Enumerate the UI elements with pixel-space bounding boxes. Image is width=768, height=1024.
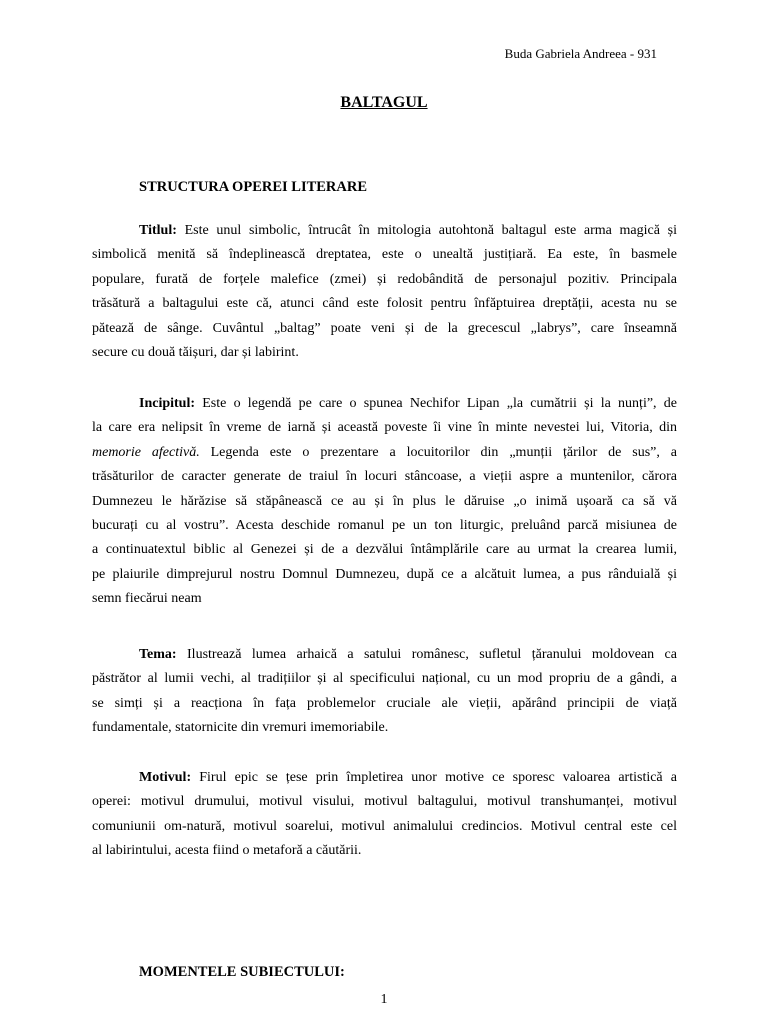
paragraph-label: Titlul:	[139, 223, 177, 238]
author-header: Buda Gabriela Andreea - 931	[504, 46, 657, 61]
italic-phrase: memorie afectivă.	[92, 444, 200, 460]
paragraph-line: a continuatextul biblic al Genezei și de a dezvălui întâmplările care au urmat la crearea lumii,	[92, 542, 677, 558]
paragraph-line: populare, furată de forțele malefice (zmei) și redobândită de personajul pozitiv. Principala	[92, 271, 677, 287]
paragraph-line: se simți și a reacționa în fața problemelor cruciale ale vieții, apărând principii de viață	[92, 695, 677, 711]
paragraph-line: trăsăturilor de caracter generate de traiul în locuri stâncoase, a vieții aspre a muntenilor, cărora	[92, 469, 677, 485]
paragraph-line: păstrător al lumii vechi, al tradițiilor și al specificului național, cu un mod propriu de a gândi, a	[92, 671, 677, 687]
paragraph-line: semn fiecărui neam	[92, 591, 202, 607]
paragraph-line: Motivul: Firul epic se țese prin împletirea unor motive ce sporesc valoarea artistică a	[139, 770, 677, 785]
paragraph-line: operei: motivul drumului, motivul visului, motivul baltagului, motivul transhumanței, motivul	[92, 794, 677, 810]
paragraph-line: trăsătură a baltagului este că, atunci când este folosit pentru înfăptuirea dreptății, acesta nu se	[92, 296, 677, 312]
paragraph-line: Tema: Ilustrează lumea arhaică a satului românesc, sufletul țăranului moldovean ca	[139, 647, 677, 662]
paragraph-line: pătează de sânge. Cuvântul „baltag” poate veni și de la grecescul „labrys”, care înseamnă	[92, 320, 677, 336]
paragraph-line: secure cu două tăișuri, dar și labirint.	[92, 345, 299, 361]
paragraph-line: la care era nelipsit în vreme de iarnă și această poveste îi vine în minte nevestei lui, Vitoria, din	[92, 420, 677, 436]
paragraph-line: Titlul: Este unul simbolic, întrucât în mitologia autohtonă baltagul este arma magică și	[139, 223, 677, 238]
paragraph-line: memorie afectivă. Legenda este o prezentare a locuitorilor din „munții țărilor de sus”, a	[92, 444, 678, 460]
paragraph-line: simbolică menită să îndeplinească dreptatea, este o unealtă justițiară. Ea este, în basmele	[92, 247, 677, 263]
paragraph-titlul	[92, 219, 677, 365]
paragraph-label: Motivul:	[139, 770, 192, 785]
paragraph-line: comuniunii om-natură, motivul soarelui, motivul animalului credincios. Motivul central este cel	[92, 818, 677, 834]
document-title: BALTAGUL	[340, 94, 428, 111]
paragraph-label: Incipitul:	[139, 396, 196, 411]
paragraph-label: Tema:	[139, 647, 177, 662]
paragraph-line: al labirintului, acesta fiind o metaforă a căutării.	[92, 843, 362, 859]
page-number: 1	[380, 992, 388, 1007]
paragraph-line: fundamentale, statornicite din vremuri imemoriabile.	[92, 720, 389, 736]
paragraph-line: Dumnezeu le hărăzise să stăpânească ce au și în plus le dăruise „o inimă ușoară ca să vă	[92, 493, 677, 509]
paragraph-line: pe plaiurile dimprejurul nostru Domnul Dumnezeu, după ce a alcătuit lumea, a pus rânduială și	[92, 566, 677, 582]
section-heading-structure: STRUCTURA OPEREI LITERARE	[139, 179, 368, 195]
paragraph-motivul	[92, 766, 677, 864]
paragraph-tema	[92, 643, 677, 741]
paragraph-line: Incipitul: Este o legendă pe care o spunea Nechifor Lipan „la cumătrii și la nunți”, de	[139, 396, 677, 411]
paragraph-incipitul	[92, 392, 677, 612]
paragraph-line: bucurați cu al vostru”. Acesta deschide romanul pe un ton liturgic, preluând parcă misiunea de	[92, 518, 677, 534]
section-heading-moments: MOMENTELE SUBIECTULUI:	[139, 964, 345, 980]
